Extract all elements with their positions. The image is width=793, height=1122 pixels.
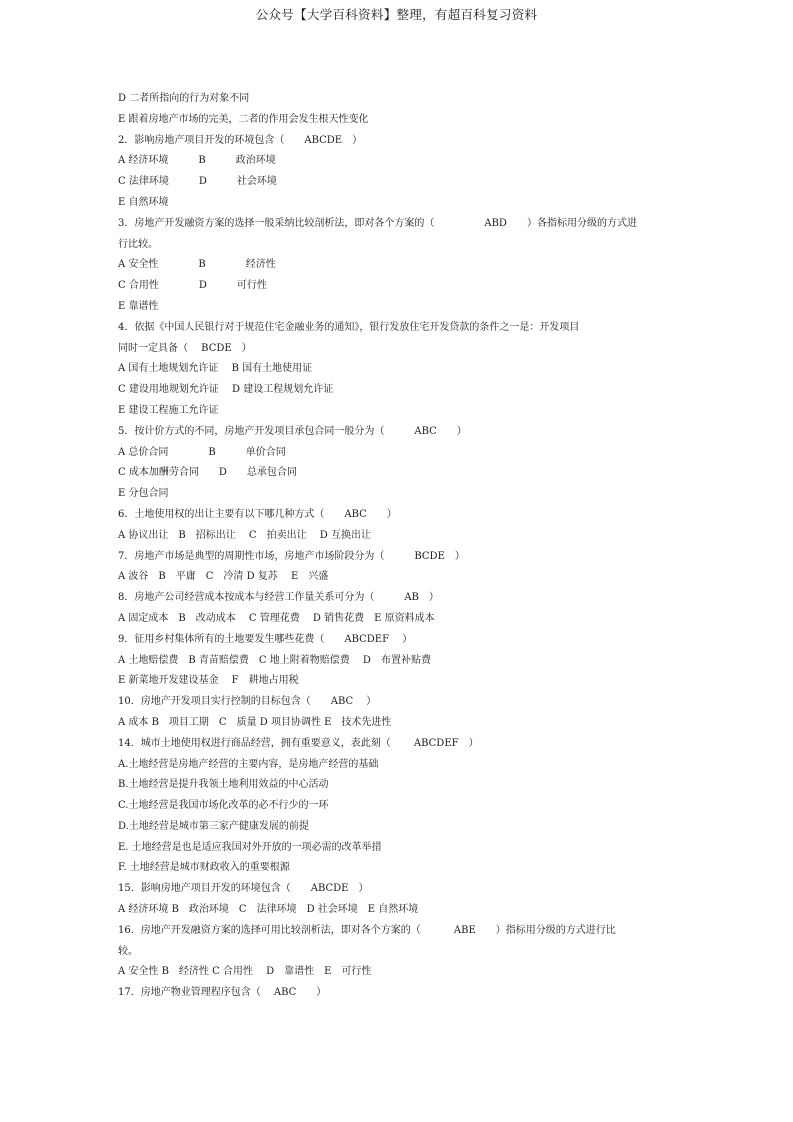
text-line: A 经济环境 B 政治环境 — [118, 155, 276, 167]
text-line: D.土地经营是城市第三家产健康发展的前提 — [118, 820, 309, 832]
text-line: 2．影响房地产项目开发的环境包含（ ABCDE ） — [118, 134, 363, 146]
text-line: 5．按计价方式的不同，房地产开发项目承包合同一般分为（ ABC ） — [118, 425, 467, 437]
text-line: 6．土地使用权的出让主要有以下哪几种方式（ ABC ） — [118, 508, 397, 520]
text-line: A 总价合同 B 单价合同 — [118, 446, 286, 458]
text-line: 16．房地产开发融资方案的选择可用比较剖析法，即对各个方案的（ ABE ）指标用分级的方式进行比 — [118, 924, 616, 936]
text-line: 8．房地产公司经营成本按成本与经营工作量关系可分为（ AB ） — [118, 592, 439, 604]
text-line: A 协议出让 B 招标出让 C 拍卖出让 D 互换出让 — [118, 529, 371, 541]
text-line: 3．房地产开发融资方案的选择一般采纳比较剖析法，即对各个方案的（ ABD ）各指标用分级的方式进 — [118, 217, 637, 229]
text-line: 17．房地产物业管理程序包含（ ABC ） — [118, 987, 327, 999]
text-line: A 安全性 B 经济性 C 合用性 D 靠谱性 E 可行性 — [118, 966, 372, 978]
text-line: A 国有土地规划允许证 B 国有土地使用证 — [118, 363, 313, 375]
text-line: F. 土地经营是城市财政收入的重要根源 — [118, 862, 290, 874]
text-line: C 成本加酬劳合同 D 总承包合同 — [118, 467, 297, 479]
text-line: E 分包合同 — [118, 488, 169, 500]
text-line: 同时一定具备（ BCDE ） — [118, 342, 252, 354]
page-header: 公众号【大学百科资料】整理，有超百科复习资料 — [255, 7, 538, 22]
text-line: 14．城市土地使用权进行商品经营，拥有重要意义，表此刻（ ABCDEF ） — [118, 737, 479, 749]
text-line: C 建设用地规划允许证 D 建设工程规划允许证 — [118, 384, 334, 396]
document-body — [118, 89, 678, 1004]
text-line: C.土地经营是我国市场化改革的必不行少的一环 — [118, 800, 329, 812]
text-line: 较。 — [118, 945, 138, 957]
text-line: 4．依据《中国人民银行对于规范住宅金融业务的通知》，银行发放住宅开发贷款的条件之一是：开发项目 — [118, 321, 580, 333]
text-line: 10．房地产开发项目实行控制的目标包含（ ABC ） — [118, 696, 377, 708]
text-line: A 波谷 B 平庸 C 冷清 D 复苏 E 兴盛 — [118, 571, 329, 583]
text-line: 7．房地产市场是典型的周期性市场，房地产市场阶段分为（ BCDE ） — [118, 550, 465, 562]
text-line: A 经济环境 B 政治环境 C 法律环境 D 社会环境 E 自然环境 — [118, 904, 419, 916]
text-line: A.土地经营是房地产经营的主要内容，是房地产经营的基础 — [118, 758, 379, 770]
text-line: 9．征用乡村集体所有的土地要发生哪些花费（ ABCDEF ） — [118, 633, 413, 645]
text-line: A 安全性 B 经济性 — [118, 259, 276, 271]
text-line: C 合用性 D 可行性 — [118, 280, 267, 292]
text-line: B.土地经营是提升我领土地利用效益的中心活动 — [118, 779, 329, 791]
text-line: 行比较。 — [118, 238, 158, 250]
text-line: E. 土地经营是也是适应我国对外开放的一项必需的改革举措 — [118, 841, 382, 853]
text-line: A 成本 B 项目工期 C 质量 D 项目协调性 E 技术先进性 — [118, 716, 392, 728]
text-line: E 自然环境 — [118, 196, 169, 208]
text-line: A 土地赔偿费 B 青苗赔偿费 C 地上附着物赔偿费 D 布置补贴费 — [118, 654, 431, 666]
text-line: E 新菜地开发建设基金 F 耕地占用税 — [118, 675, 299, 687]
text-line: C 法律环境 D 社会环境 — [118, 176, 277, 188]
text-line: D 二者所指向的行为对象不同 — [118, 93, 250, 104]
text-line: E 靠谱性 — [118, 300, 159, 312]
text-line: E 跟着房地产市场的完美，二者的作用会发生根天性变化 — [118, 113, 369, 125]
text-line: A 固定成本 B 改动成本 C 管理花费 D 销售花费 E 原资料成本 — [118, 612, 435, 624]
text-line: E 建设工程施工允许证 — [118, 404, 219, 416]
text-line: 15．影响房地产项目开发的环境包含（ ABCDE ） — [118, 883, 369, 895]
